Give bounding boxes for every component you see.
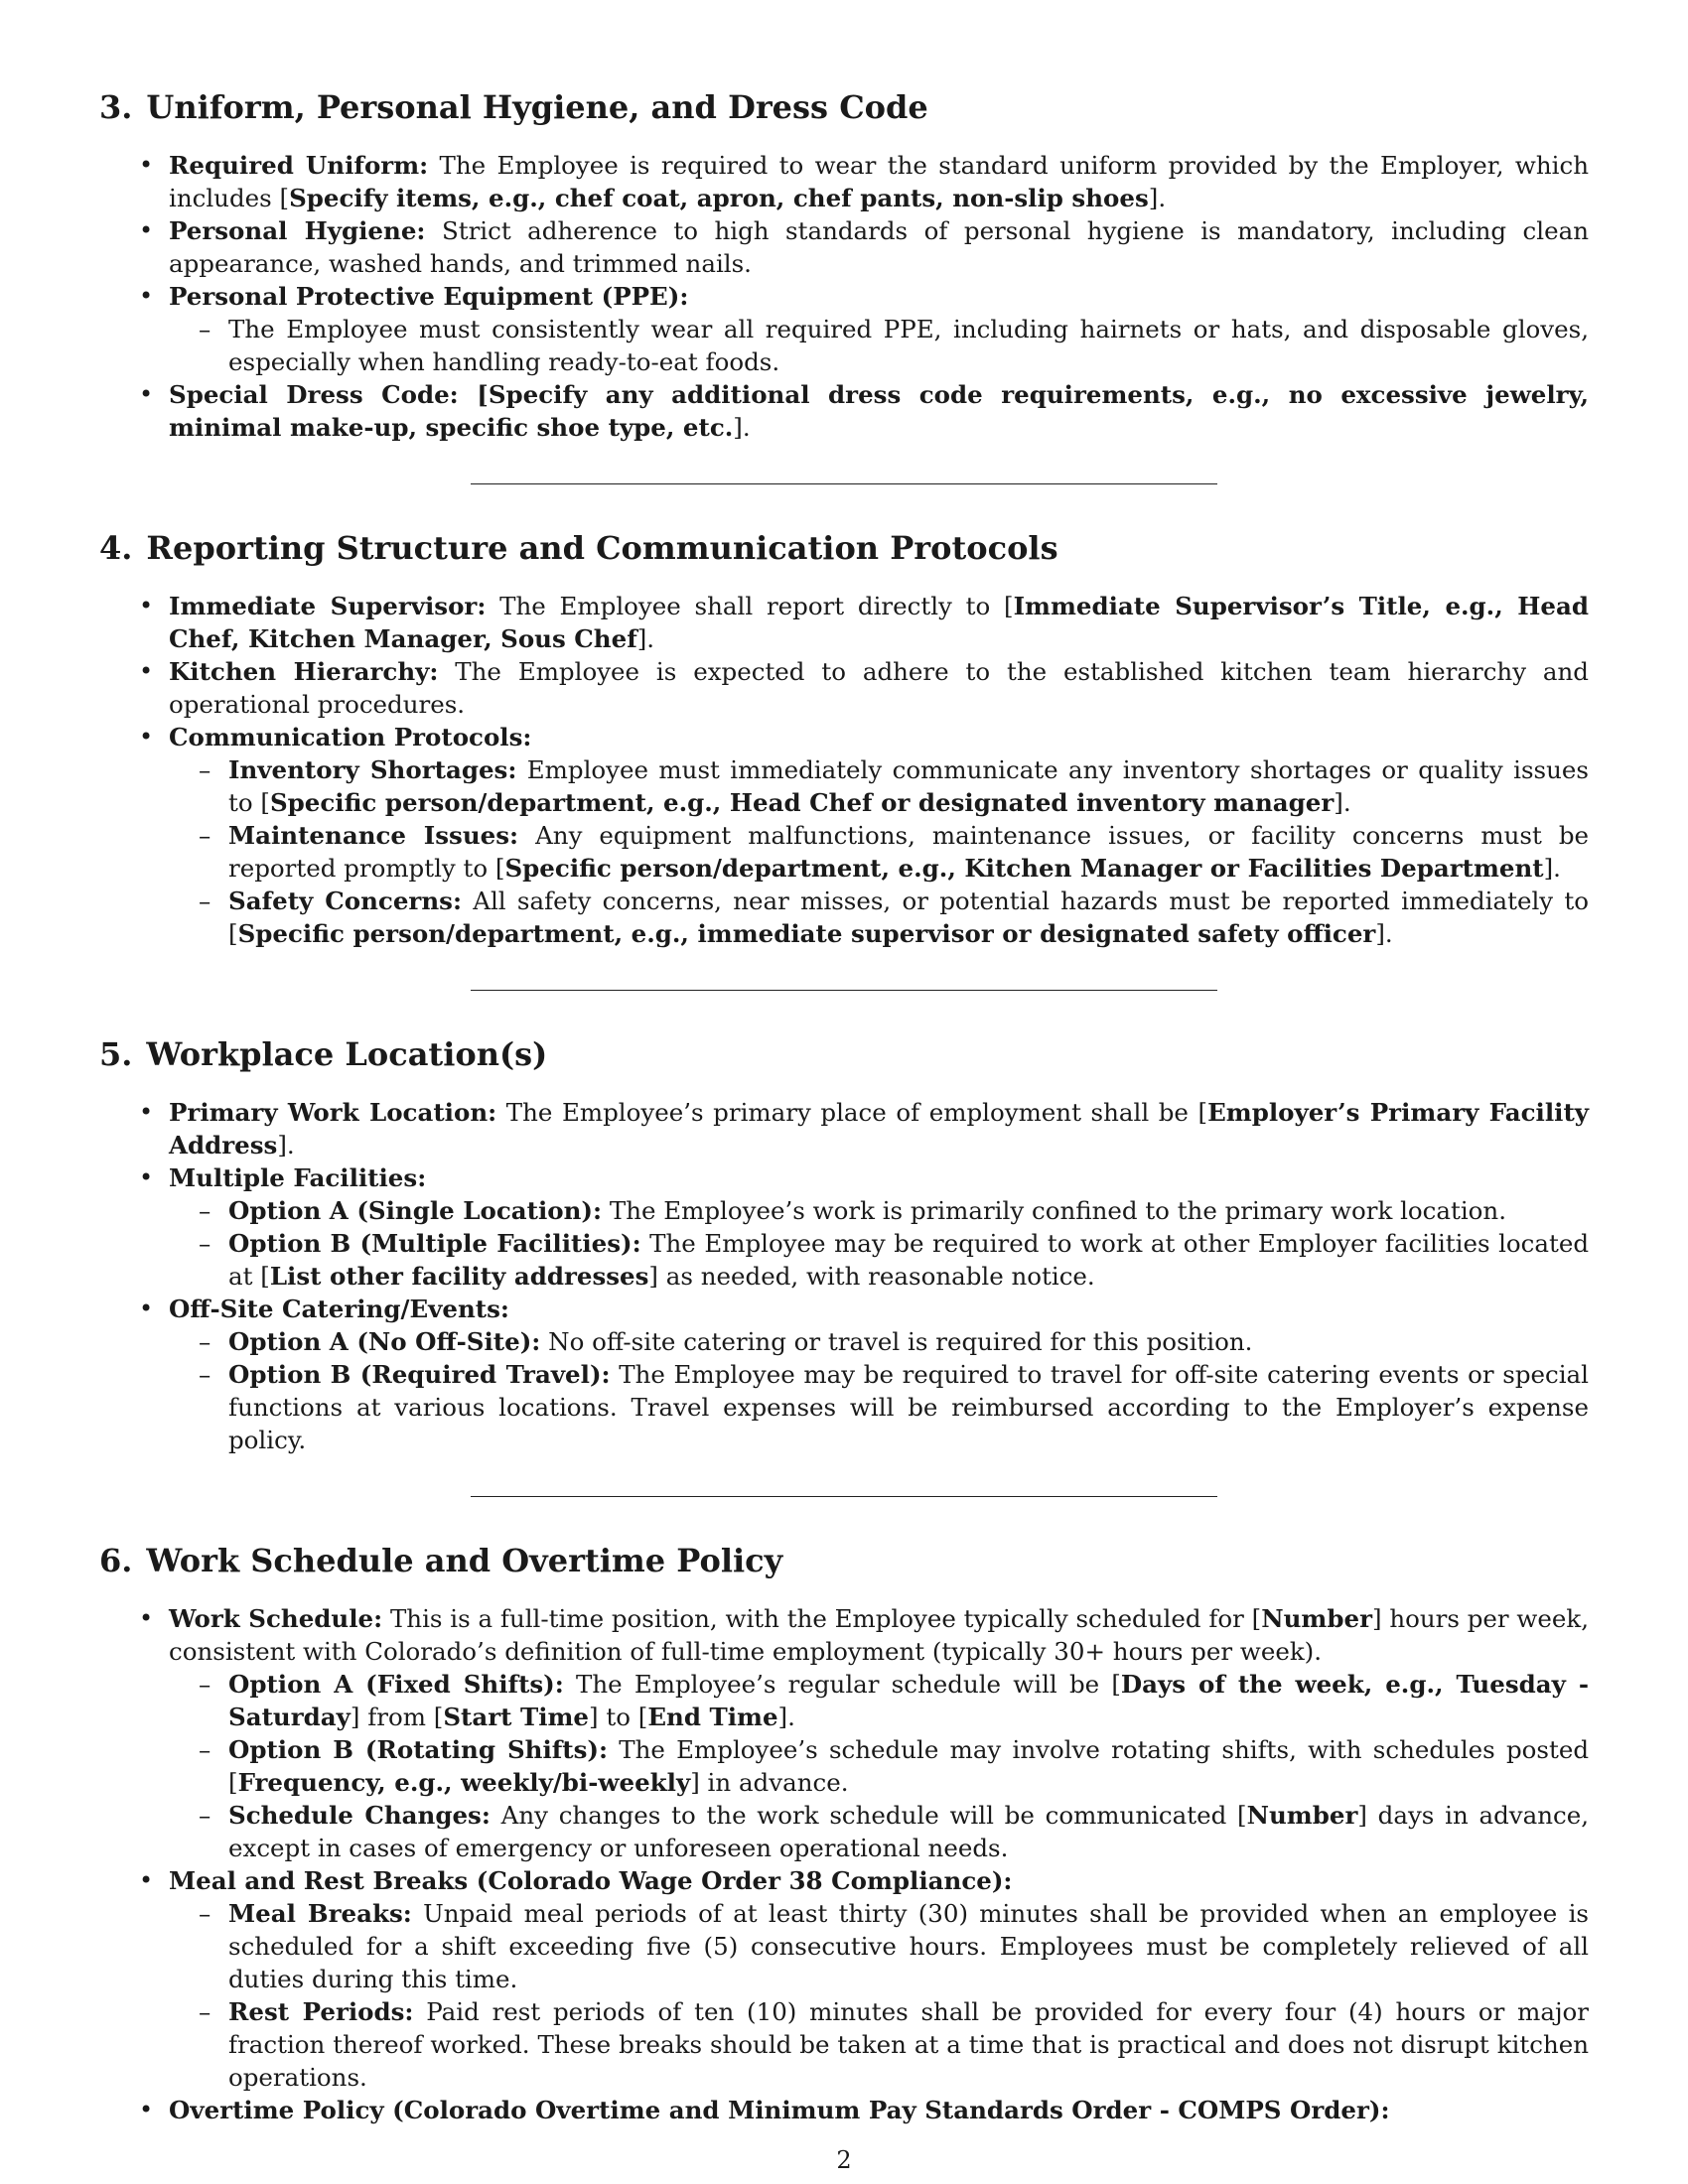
sub-item-rotating-shifts: – Option B (Rotating Shifts): The Employee’s schedule may involve rotating shifts, with schedules posted [Frequency, e.g., weekly/bi-weekly] in advance. xyxy=(169,1733,1589,1799)
section-divider xyxy=(471,990,1217,991)
list-item-required-uniform: • Required Uniform: The Employee is required to wear the standard uniform provided by the Employer, which includes [Specify items, e.g., chef coat, apron, chef pants, non-slip shoes]. xyxy=(99,149,1589,214)
list-item-kitchen-hierarchy: • Kitchen Hierarchy: The Employee is expected to adhere to the established kitchen team hierarchy and operational procedures. xyxy=(99,655,1589,721)
list-item-overtime-policy: • Overtime Policy (Colorado Overtime and Minimum Pay Standards Order - COMPS Order): xyxy=(99,2094,1589,2126)
page-number: 2 xyxy=(836,2146,852,2174)
list-item-multiple-facilities: • Multiple Facilities: – Option A (Single Location): The Employee’s work is primarily confined to the primary work location. – Option B (Multiple Facilities): The Employee may be required to work at other Employer facilities located at [List other facility addresses] as needed, with reasonable notice. xyxy=(99,1161,1589,1293)
list-item-special-dress-code: • Special Dress Code: [Specify any additional dress code requirements, e.g., no excessive jewelry, minimal make-up, specific shoe type, etc.]. xyxy=(99,378,1589,444)
document-page xyxy=(99,87,1589,2126)
sub-item-ppe: – The Employee must consistently wear all required PPE, including hairnets or hats, and disposable gloves, especially when handling ready-to-eat foods. xyxy=(169,313,1589,378)
section-divider xyxy=(471,483,1217,484)
section-divider xyxy=(471,1496,1217,1497)
section-4-heading: 4. Reporting Structure and Communication Protocols xyxy=(99,529,1058,567)
sub-item-safety-concerns: – Safety Concerns: All safety concerns, near misses, or potential hazards must be reported immediately to [Specific person/department, e.g., immediate supervisor or designated safety officer]. xyxy=(169,885,1589,950)
section-4 xyxy=(99,528,1589,950)
sub-item-option-a-single: – Option A (Single Location): The Employee’s work is primarily confined to the primary work location. xyxy=(169,1194,1589,1227)
list-item-primary-work-location: • Primary Work Location: The Employee’s primary place of employment shall be [Employer’s Primary Facility Address]. xyxy=(99,1096,1589,1161)
sub-item-schedule-changes: – Schedule Changes: Any changes to the work schedule will be communicated [Number] days in advance, except in cases of emergency or unforeseen operational needs. xyxy=(169,1799,1589,1864)
section-3 xyxy=(99,87,1589,444)
list-item-communication-protocols: • Communication Protocols: – Inventory Shortages: Employee must immediately communicate any inventory shortages or quality issues to [Specific person/department, e.g., Head Chef or designated inventory manager]. – Maintenance Issues: Any equipment malfunctions, maintenance issues, or facility concerns must be reported promptly to [Specific person/department, e.g., Kitchen Manager or Facilities Department]. – Safety Concerns: All safety concerns, near misses, or potential hazards must be reported immediately to [Specific person/department, e.g., immediate supervisor or designated safety officer]. xyxy=(99,721,1589,950)
sub-item-meal-breaks: – Meal Breaks: Unpaid meal periods of at least thirty (30) minutes shall be provided when an employee is scheduled for a shift exceeding five (5) consecutive hours. Employees must be completely relieved of all duties during this time. xyxy=(169,1897,1589,1995)
list-item-personal-hygiene: • Personal Hygiene: Strict adherence to high standards of personal hygiene is mandatory, including clean appearance, washed hands, and trimmed nails. xyxy=(99,214,1589,280)
section-5-heading: 5. Workplace Location(s) xyxy=(99,1035,548,1073)
list-item-immediate-supervisor: • Immediate Supervisor: The Employee shall report directly to [Immediate Supervisor’s Title, e.g., Head Chef, Kitchen Manager, Sous Chef]. xyxy=(99,590,1589,655)
section-6 xyxy=(99,1541,1589,2126)
section-5 xyxy=(99,1034,1589,1456)
sub-item-option-b-multiple: – Option B (Multiple Facilities): The Employee may be required to work at other Employer facilities located at [List other facility addresses] as needed, with reasonable notice. xyxy=(169,1227,1589,1293)
sub-item-option-a-no-offsite: – Option A (No Off-Site): No off-site catering or travel is required for this position. xyxy=(169,1325,1589,1358)
section-6-heading: 6. Work Schedule and Overtime Policy xyxy=(99,1542,783,1579)
list-item-off-site-catering: • Off-Site Catering/Events: – Option A (No Off-Site): No off-site catering or travel is required for this position. – Option B (Required Travel): The Employee may be required to travel for off-site catering events or special functions at various locations. Travel expenses will be reimbursed according to the Employer’s expense policy. xyxy=(99,1293,1589,1456)
list-item-work-schedule: • Work Schedule: This is a full-time position, with the Employee typically scheduled for [Number] hours per week, consistent with Colorado’s definition of full-time employment (typically 30+ hours per week). – Option A (Fixed Shifts): The Employee’s regular schedule will be [Days of the week, e.g., Tuesday - Saturday] from [Start Time] to [End Time]. – Option B (Rotating Shifts): The Employee’s schedule may involve rotating shifts, with schedules posted [Frequency, e.g., weekly/bi-weekly] in advance. – Schedule Changes: Any changes to the work schedule will be communicated [Number] days in advance, except in cases of emergency or unforeseen operational needs. xyxy=(99,1602,1589,1864)
list-item-meal-rest-breaks: • Meal and Rest Breaks (Colorado Wage Order 38 Compliance): – Meal Breaks: Unpaid meal periods of at least thirty (30) minutes shall be provided when an employee is scheduled for a shift exceeding five (5) consecutive hours. Employees must be completely relieved of all duties during this time. – Rest Periods: Paid rest periods of ten (10) minutes shall be provided for every four (4) hours or major fraction thereof worked. These breaks should be taken at a time that is practical and does not disrupt kitchen operations. xyxy=(99,1864,1589,2094)
section-3-heading: 3. Uniform, Personal Hygiene, and Dress Code xyxy=(99,88,928,126)
sub-item-option-b-travel: – Option B (Required Travel): The Employee may be required to travel for off-site catering events or special functions at various locations. Travel expenses will be reimbursed according to the Employer’s expense policy. xyxy=(169,1358,1589,1456)
sub-item-fixed-shifts: – Option A (Fixed Shifts): The Employee’s regular schedule will be [Days of the week, e.g., Tuesday - Saturday] from [Start Time] to [End Time]. xyxy=(169,1668,1589,1733)
sub-item-inventory-shortages: – Inventory Shortages: Employee must immediately communicate any inventory shortages or quality issues to [Specific person/department, e.g., Head Chef or designated inventory manager]. xyxy=(169,753,1589,819)
list-item-ppe: • Personal Protective Equipment (PPE): – The Employee must consistently wear all required PPE, including hairnets or hats, and disposable gloves, especially when handling ready-to-eat foods. xyxy=(99,280,1589,378)
sub-item-rest-periods: – Rest Periods: Paid rest periods of ten (10) minutes shall be provided for every four (4) hours or major fraction thereof worked. These breaks should be taken at a time that is practical and does not disrupt kitchen operations. xyxy=(169,1995,1589,2094)
sub-item-maintenance-issues: – Maintenance Issues: Any equipment malfunctions, maintenance issues, or facility concerns must be reported promptly to [Specific person/department, e.g., Kitchen Manager or Facilities Department]. xyxy=(169,819,1589,885)
